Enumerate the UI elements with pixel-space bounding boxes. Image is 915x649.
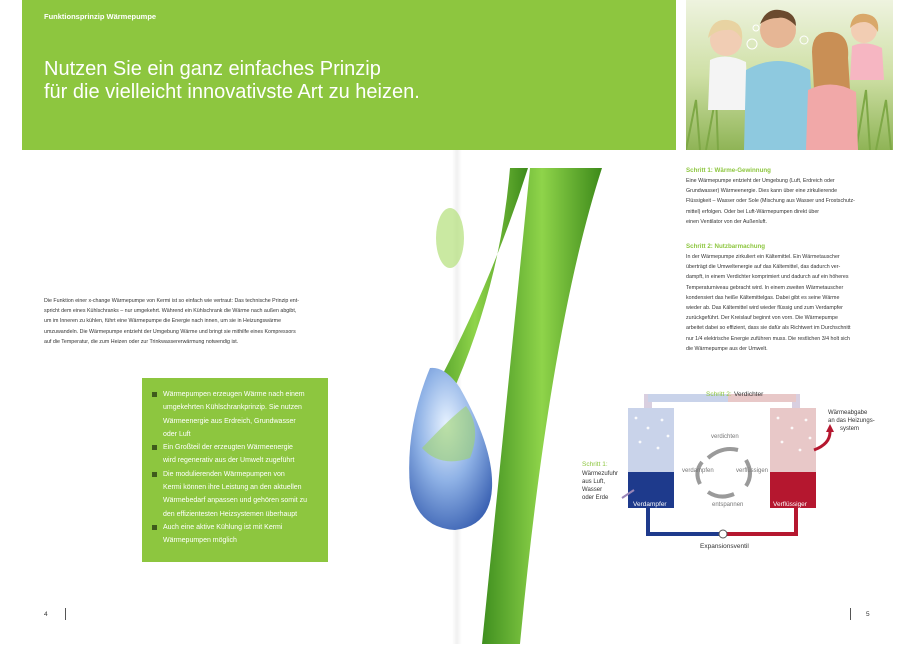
heat-output-arrowhead (826, 424, 834, 432)
heat-output-line: an das Heizungs- (828, 418, 875, 424)
cycle-right-label: verflüssigen (736, 468, 769, 474)
family-photo-illustration (686, 0, 893, 150)
headline-line: Nutzen Sie ein ganz einfaches Prinzip (44, 58, 381, 80)
grass-droplet-image (370, 168, 610, 644)
body-line: nur 1/4 elektrische Energie zuführen muss. Die restlichen 3/4 holt sich (686, 335, 850, 342)
cycle-left-label: verdampfen (682, 468, 714, 474)
benefits-box (142, 378, 328, 562)
heat-input-line: aus Luft, (582, 479, 606, 485)
step2-title: Schritt 2: Nutzbarmachung (686, 243, 766, 250)
body-line: arbeitet dabei so effizient, dass sie dafür als Richtwert im Durchschnitt (686, 325, 851, 332)
body-line: Flüssigkeit – Wasser oder Sole (Mischung aus Wasser und Frostschutz- (686, 198, 855, 205)
page-headline (44, 58, 444, 104)
body-line: zurückgeführt. Der Kreislauf beginnt von vorn. Die Wärmepumpe (686, 315, 838, 322)
step1-title: Schritt 1: Wärme-Gewinnung (686, 167, 771, 174)
heat-input-line: Wärmezufuhr (582, 471, 619, 477)
diagram-step1-label: Schritt 1: (582, 461, 608, 468)
evaporator-label: Verdampfer (633, 501, 667, 508)
list-item (152, 468, 322, 521)
cycle-bottom-label: entspannen (712, 502, 744, 508)
body-line: dampft, in einem Verdichter komprimiert und dadurch auf ein höheres (686, 274, 849, 281)
bullet-square-icon (152, 392, 157, 397)
family-photo (686, 0, 893, 150)
page-number-rule (65, 608, 66, 620)
step2-body (686, 252, 876, 354)
pipe-bottom-cold (648, 508, 723, 534)
pipe-bottom-warm (723, 508, 796, 534)
body-line: überträgt die Umweltenergie auf das Kältemittel, das dadurch ver- (686, 264, 841, 271)
body-line: Grundwasser) Wärmeenergie. Dies kann über eine zirkulierende (686, 188, 838, 195)
bullet-line: Wärmepumpen möglich (163, 537, 237, 545)
heat-output-line: Wärmeabgabe (828, 410, 868, 416)
bullet-line: den effizientesten Heizsystemen überhaupt (163, 510, 298, 518)
bullet-line: Ein Großteil der erzeugten Wärmeenergie (163, 444, 293, 452)
page-number-left: 4 (44, 611, 48, 618)
page-number-rule (850, 608, 851, 620)
bullet-line: Auch eine aktive Kühlung ist mit Kermi (163, 523, 283, 531)
heat-output-line: system (840, 426, 860, 432)
bullet-line: wird regenerativ aus der Umwelt zugeführt (163, 457, 295, 465)
section-label: Funktionsprinzip Wärmepumpe (44, 12, 157, 21)
step2-section (686, 242, 876, 354)
step1-section (686, 166, 876, 227)
bullet-line: Wärmeenergie aus Erdreich, Grundwasser (163, 417, 296, 425)
intro-line: umzuwandeln. Die Wärmepumpe entzieht der Umgebung Wärme und bringt sie mithilfe eines Kompressors (44, 328, 296, 335)
body-line: Eine Wärmepumpe entzieht der Umgebung (Luft, Erdreich oder (686, 178, 835, 184)
body-line: kondensiert das heiße Kältemittelgas. Dabei gibt es seine Wärme (686, 294, 840, 301)
intro-line: auf die Temperatur, die zum Heizen oder zur Trinkwassererwärmung notwendig ist. (44, 338, 239, 345)
list-item (152, 388, 322, 441)
heat-input-line: oder Erde (582, 495, 609, 501)
diagram-step2-label: Schritt 2: (706, 391, 732, 398)
body-line: In der Wärmepumpe zirkuliert ein Kältemittel. Ein Wärmetauscher (686, 254, 840, 260)
condenser-label: Verflüssiger (773, 501, 807, 508)
bullet-square-icon (152, 445, 157, 450)
intro-line: Die Funktion einer x-change Wärmepumpe von Kermi ist so einfach wie vertraut: Das technische Prinzip ent- (44, 298, 299, 304)
headline-line: für die vielleicht innovativste Art zu heizen. (44, 81, 420, 103)
body-line: die Wärmepumpe aus der Umwelt. (686, 345, 768, 352)
intro-paragraph (44, 296, 362, 347)
list-item (152, 441, 322, 468)
bullet-line: oder Luft (163, 430, 191, 438)
heat-pump-cycle-svg (578, 388, 898, 558)
bullet-line: Wärmepumpen erzeugen Wärme nach einem (163, 391, 305, 398)
body-line: wieder ab. Das Kältemittel wird wieder flüssig und zum Verdampfer (686, 305, 843, 312)
benefits-list (152, 388, 322, 548)
heat-input-line: Wasser (582, 487, 603, 493)
body-line: Temperaturniveau gebracht wird. In einem zweiten Wärmetauscher (686, 284, 844, 291)
intro-line: um im Inneren zu kühlen, führt eine Wärmepumpe die Energie nach innen, um sie in Heizungswärme (44, 318, 282, 325)
page-number-right: 5 (866, 611, 870, 618)
list-item (152, 521, 322, 548)
bullet-square-icon (152, 472, 157, 477)
expansion-valve-label: Expansionsventil (700, 543, 749, 550)
body-line: mittel) erfolgen. Oder bei Luft-Wärmepumpen direkt über (686, 208, 820, 215)
compressor-label: Verdichter (734, 391, 764, 398)
step1-body (686, 176, 876, 227)
bullet-line: Kermi können ihre Leistung an den aktuellen (163, 484, 302, 492)
bullet-line: Die modulierenden Wärmepumpen von (163, 470, 285, 478)
bullet-line: Wärmebedarf anpassen und gehören somit zu (163, 497, 307, 505)
bullet-square-icon (152, 525, 157, 530)
expansion-valve-icon (719, 530, 727, 538)
grass-droplet-illustration (370, 168, 610, 644)
body-line: einen Ventilator von der Außenluft. (686, 218, 767, 225)
heat-output-arrow (814, 432, 830, 450)
bullet-line: umgekehrten Kühlschrankprinzip. Sie nutzen (163, 404, 302, 412)
cycle-top-label: verdichten (711, 434, 739, 440)
heat-pump-diagram (578, 388, 898, 558)
intro-line: spricht dem eines Kühlschranks – nur umgekehrt. Während ein Kühlschrank die Wärme nach außen abgibt, (44, 308, 297, 315)
